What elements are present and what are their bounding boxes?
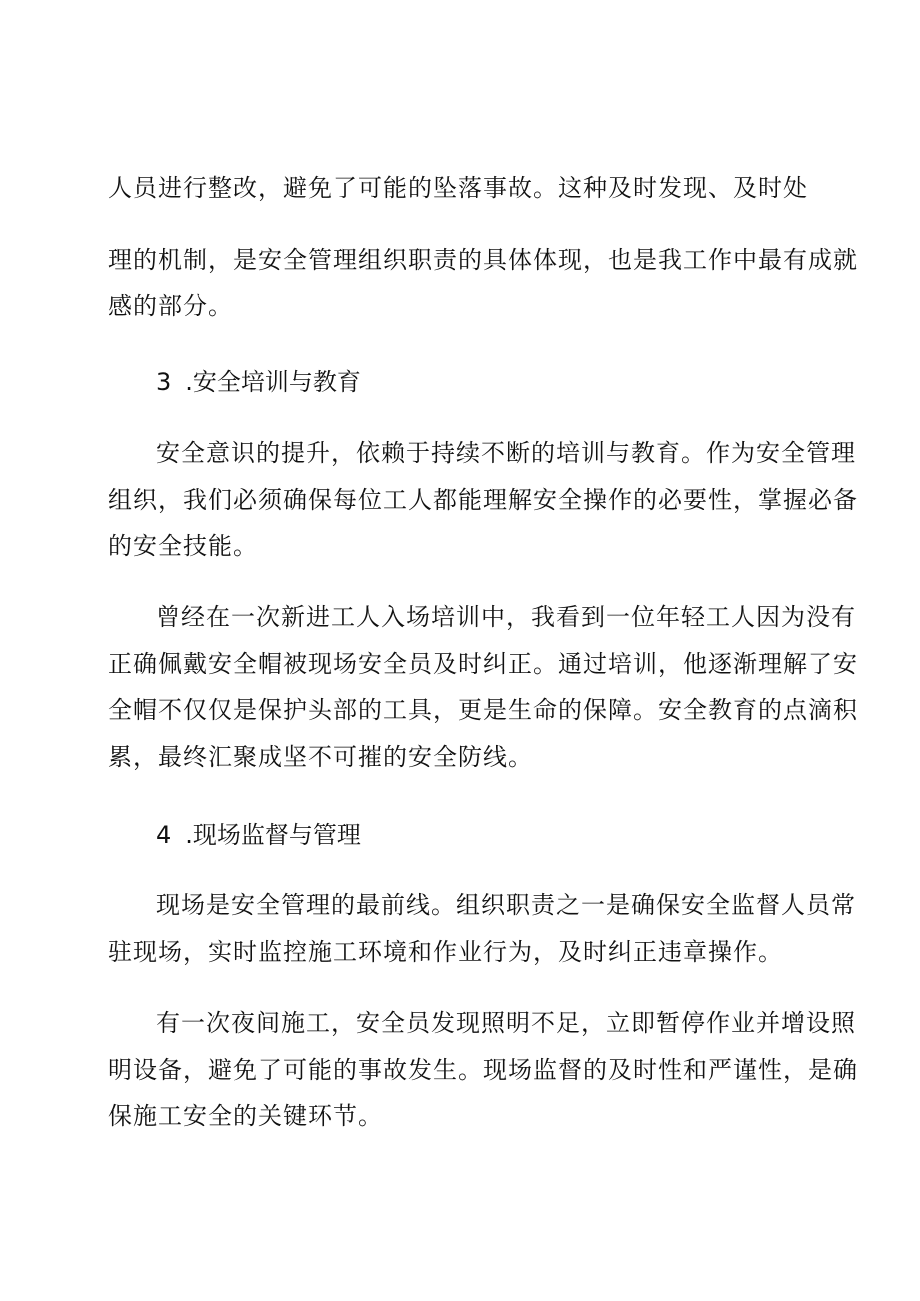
paragraph-line: 曾经在一次新进工人入场培训中，我看到一位年轻工人因为没有 (156, 603, 856, 631)
paragraph-line: 全帽不仅仅是保护头部的工具，更是生命的保障。安全教育的点滴积 (108, 696, 858, 724)
paragraph-line: 安全意识的提升，依赖于持续不断的培训与教育。作为安全管理 (156, 439, 856, 467)
paragraph-line: 人员进行整改，避免了可能的坠落事故。这种及时发现、及时处 (108, 174, 808, 202)
section-number: 3 (156, 368, 172, 396)
section-number: 4 (156, 821, 172, 849)
paragraph-line: 有一次夜间施工，安全员发现照明不足，立即暂停作业并增设照 (156, 1009, 856, 1037)
paragraph-line: 保施工安全的关键环节。 (108, 1102, 383, 1130)
section-heading-3 (156, 366, 361, 398)
paragraph-line: 正确佩戴安全帽被现场安全员及时纠正。通过培训，他逐渐理解了安 (108, 650, 858, 678)
paragraph-line: 现场是安全管理的最前线。组织职责之一是确保安全监督人员常 (156, 891, 856, 919)
paragraph-line: 累，最终汇聚成坚不可摧的安全防线。 (108, 743, 533, 771)
section-title: .现场监督与管理 (185, 821, 361, 849)
section-heading-4 (156, 819, 361, 851)
paragraph-line: 的安全技能。 (108, 532, 258, 560)
paragraph-line: 明设备，避免了可能的事故发生。现场监督的及时性和严谨性，是确 (108, 1056, 858, 1084)
section-title: .安全培训与教育 (185, 368, 361, 396)
paragraph-line: 驻现场，实时监控施工环境和作业行为，及时纠正违章操作。 (108, 938, 783, 966)
paragraph-line: 感的部分。 (108, 292, 233, 320)
paragraph-line: 组织，我们必须确保每位工人都能理解安全操作的必要性，掌握必备 (108, 486, 858, 514)
paragraph-line: 理的机制，是安全管理组织职责的具体体现，也是我工作中最有成就 (108, 246, 858, 274)
